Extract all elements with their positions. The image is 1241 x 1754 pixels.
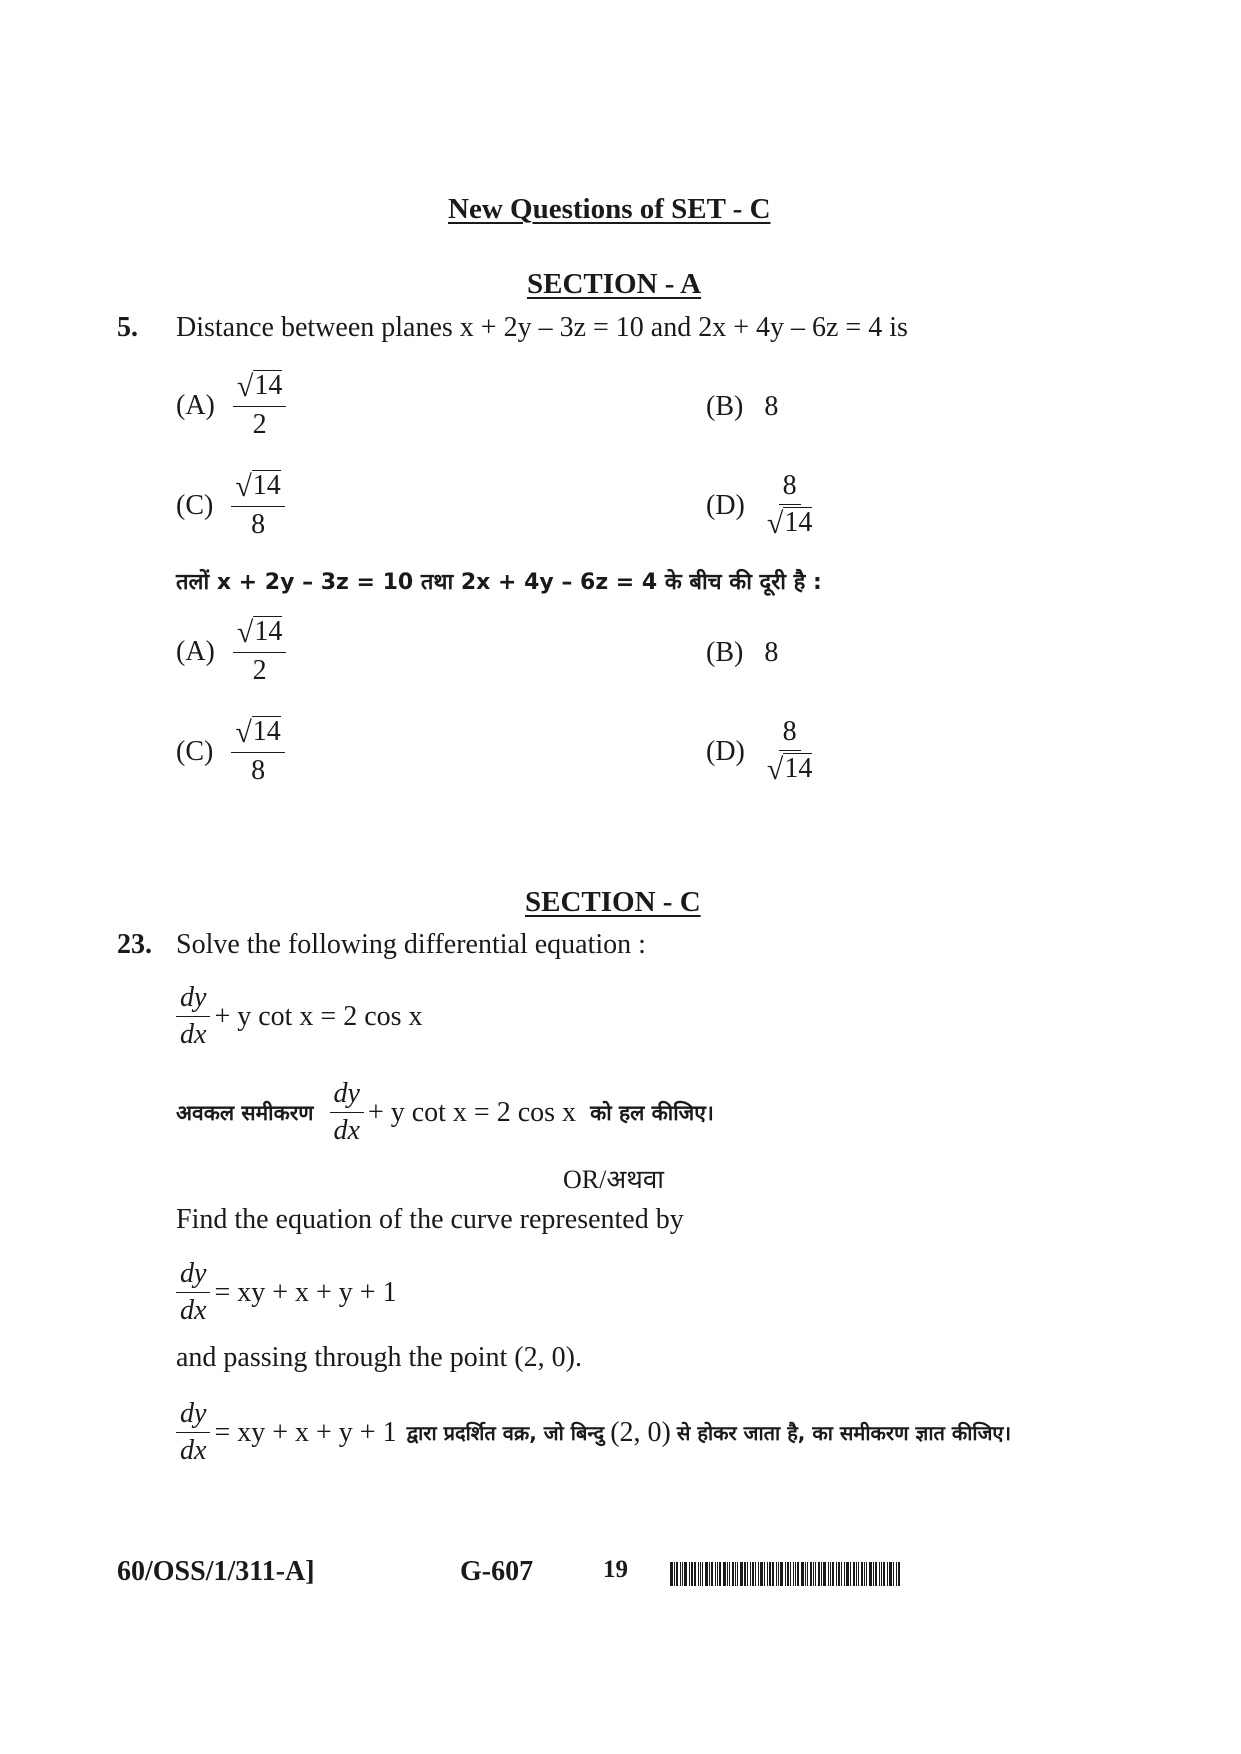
option-c-hindi (176, 716, 285, 787)
barcode-bar (711, 1562, 713, 1586)
barcode-bar (752, 1562, 754, 1586)
passing-point-text: and passing through the point (2, 0). (176, 1342, 582, 1373)
barcode-bar (866, 1562, 867, 1586)
barcode-bar (758, 1562, 759, 1586)
set-code: G-607 (460, 1556, 534, 1587)
barcode-bar (807, 1562, 808, 1586)
question-number: 5. (117, 312, 138, 343)
barcode-bar (760, 1562, 763, 1586)
barcode-bar (818, 1562, 820, 1586)
barcode-bar (896, 1562, 897, 1586)
derivative-fraction (176, 982, 210, 1051)
barcode-bar (705, 1562, 708, 1586)
radicand: 14 (784, 753, 813, 785)
denominator: 8 (251, 754, 266, 786)
equation (176, 982, 423, 1051)
barcode-bar (684, 1562, 687, 1586)
numerator: dy (330, 1078, 364, 1113)
barcode-bar (680, 1562, 681, 1586)
barcode-bar (737, 1562, 738, 1586)
denominator: dx (180, 1295, 207, 1327)
barcode-bar (691, 1562, 693, 1586)
numerator: dy (176, 982, 210, 1017)
option-d (706, 470, 816, 541)
barcode-bar (795, 1562, 796, 1586)
denominator: dx (180, 1019, 207, 1051)
barcode-bar (709, 1562, 710, 1586)
equation-rest: = xy + x + y + 1 (214, 1276, 397, 1308)
option-d-hindi (706, 716, 816, 787)
option-label: (C) (176, 489, 214, 521)
fraction: √ 14 8 (231, 470, 284, 541)
barcode-bar (780, 1562, 783, 1586)
barcode-bar (801, 1562, 804, 1586)
barcode-bar (785, 1562, 786, 1586)
question-23-text: Solve the following differential equation : (176, 929, 646, 960)
fraction: 8 √ 14 (766, 716, 813, 786)
barcode-bar (844, 1562, 845, 1586)
option-label: (A) (176, 389, 215, 421)
hindi-alt-prefix: द्वारा प्रदर्शित वक्र, जो बिन्दु (406, 1421, 605, 1446)
radicand: 14 (784, 507, 813, 539)
derivative-fraction (176, 1398, 210, 1467)
barcode-bar (832, 1562, 834, 1586)
barcode-bar (698, 1562, 699, 1586)
barcode-bar (869, 1562, 872, 1586)
barcode-bar (769, 1562, 771, 1586)
barcode-bar (797, 1562, 799, 1586)
hindi-suffix: को हल कीजिए। (590, 1100, 714, 1125)
barcode-bar (881, 1562, 882, 1586)
radicand: 14 (252, 470, 281, 501)
barcode-bar (836, 1562, 837, 1586)
barcode-bar (689, 1562, 690, 1586)
equation-rest: + y cot x = 2 cos x (367, 1096, 577, 1128)
barcode-bar (735, 1562, 736, 1586)
question-number: 23. (117, 929, 152, 960)
barcode-bar (747, 1562, 748, 1586)
radicand: 14 (252, 716, 281, 747)
derivative-fraction (176, 1258, 210, 1327)
option-value: 8 (764, 637, 779, 668)
section-a-heading: SECTION - A (527, 268, 702, 300)
option-label: (B) (706, 637, 744, 668)
barcode-bar (674, 1562, 675, 1586)
barcode-bar (873, 1562, 874, 1586)
barcode-bar (729, 1562, 730, 1586)
option-value: 8 (764, 391, 779, 422)
option-a-hindi (176, 616, 286, 687)
barcode-bar (715, 1562, 716, 1586)
barcode-bar (732, 1562, 734, 1586)
barcode-bar (853, 1562, 855, 1586)
or-separator: OR/अथवा (563, 1165, 665, 1194)
numerator: dy (176, 1398, 210, 1433)
question-5-text: Distance between planes x + 2y – 3z = 10 and 2x + 4y – 6z = 4 is (176, 312, 908, 343)
barcode-bar (723, 1562, 726, 1586)
option-label: (D) (706, 735, 745, 767)
option-label: (D) (706, 489, 745, 521)
question-5-hindi-text: तलों x + 2y – 3z = 10 तथा 2x + 4y – 6z = 4 के बीच की दूरी है : (176, 570, 822, 595)
option-label: (C) (176, 735, 214, 767)
barcode-bar (823, 1562, 826, 1586)
option-label: (A) (176, 635, 215, 667)
radicand: 14 (254, 370, 283, 401)
barcode-bar (676, 1562, 678, 1586)
barcode-bar (893, 1562, 894, 1586)
barcode-bar (702, 1562, 703, 1586)
option-c (176, 470, 285, 541)
fraction: √ 14 2 (233, 370, 286, 441)
option-a (176, 370, 286, 441)
barcode-bar (682, 1562, 683, 1586)
barcode-bar (858, 1562, 859, 1586)
barcode-bar (889, 1562, 892, 1586)
barcode-bar (755, 1562, 756, 1586)
barcode-bar (787, 1562, 789, 1586)
question-text (176, 312, 908, 344)
barcode-bar (883, 1562, 885, 1586)
equation-rest: = xy + x + y + 1 (214, 1416, 397, 1448)
barcode-bar (815, 1562, 816, 1586)
barcode-bar (838, 1562, 840, 1586)
barcode-bar (846, 1562, 849, 1586)
hindi-alt-point: (2, 0) (610, 1416, 671, 1448)
barcode-bar (879, 1562, 880, 1586)
radicand: 14 (254, 616, 283, 647)
barcode-bar (700, 1562, 701, 1586)
barcode-bar (778, 1562, 779, 1586)
equation (176, 1258, 397, 1327)
section-c-heading: SECTION - C (525, 886, 701, 918)
barcode-bar (719, 1562, 721, 1586)
barcode-bar (670, 1562, 673, 1586)
numerator: 8 (779, 470, 801, 505)
barcode-bar (864, 1562, 865, 1586)
barcode-bar (810, 1562, 812, 1586)
barcode-bar (764, 1562, 765, 1586)
barcode-bar (898, 1562, 900, 1586)
denominator: dx (333, 1115, 360, 1147)
barcode-bar (750, 1562, 751, 1586)
numerator: dy (176, 1258, 210, 1293)
denominator: 2 (252, 654, 267, 686)
barcode-bar (875, 1562, 877, 1586)
barcode-bar (887, 1562, 888, 1586)
fraction: √ 14 8 (231, 716, 284, 787)
barcode-bar (727, 1562, 728, 1586)
denominator: 8 (251, 508, 266, 540)
barcode-bar (793, 1562, 794, 1586)
page-number: 19 (603, 1556, 628, 1583)
barcode-bar (828, 1562, 829, 1586)
denominator: 2 (252, 408, 267, 440)
barcode-bar (830, 1562, 831, 1586)
derivative-fraction (330, 1078, 364, 1147)
fraction: 8 √ 14 (766, 470, 813, 540)
barcode-bar (790, 1562, 791, 1586)
barcode-bar (861, 1562, 863, 1586)
option-b (706, 391, 778, 423)
barcode-bar (856, 1562, 857, 1586)
barcode-bar (744, 1562, 746, 1586)
barcode-bar (850, 1562, 851, 1586)
barcode-bar (813, 1562, 814, 1586)
barcode-bar (772, 1562, 774, 1586)
barcode-bar (776, 1562, 777, 1586)
alternative-question-text: Find the equation of the curve represented by (176, 1204, 684, 1235)
option-b-hindi (706, 637, 778, 669)
equation-rest: + y cot x = 2 cos x (214, 1000, 423, 1032)
fraction: √ 14 2 (233, 616, 286, 687)
barcode-bar (694, 1562, 696, 1586)
hindi-prefix: अवकल समीकरण (176, 1100, 314, 1125)
barcode-bar (821, 1562, 822, 1586)
barcode-bar (717, 1562, 718, 1586)
hindi-equation-line (176, 1078, 714, 1147)
page-heading: New Questions of SET - C (448, 193, 771, 225)
option-label: (B) (706, 391, 744, 422)
hindi-alternative-line (176, 1398, 1011, 1467)
hindi-alt-suffix: से होकर जाता है, का समीकरण ज्ञात कीजिए। (676, 1421, 1012, 1446)
barcode-bar (740, 1562, 743, 1586)
paper-code: 60/OSS/1/311-A] (117, 1556, 315, 1587)
numerator: 8 (779, 716, 801, 751)
barcode-bar (767, 1562, 768, 1586)
barcode-bar (805, 1562, 806, 1586)
barcode-bar (841, 1562, 842, 1586)
barcode (670, 1562, 901, 1586)
denominator: dx (180, 1435, 207, 1467)
